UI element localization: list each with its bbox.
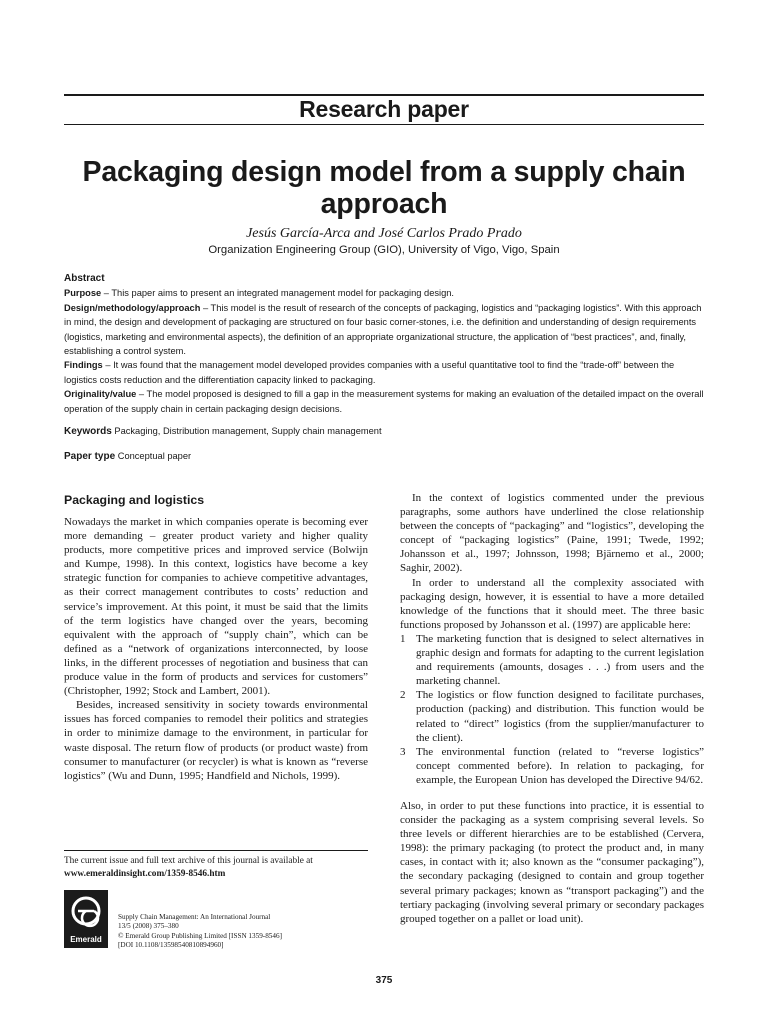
list-text: The environmental function (related to “reverse logistics” concept commented before). In relation to packaging, for example, the European Union has developed the Directive 94/62. [416,745,704,786]
keywords-text: Packaging, Distribution management, Supply chain management [111,426,382,436]
keywords [64,426,704,437]
list-item [400,745,704,787]
paragraph: In the context of logistics commented under the previous paragraphs, some authors have underlined the close relationship between the concepts of “packaging” and “logistics”, developing the concept of “packaging logistics” (Paine, 1991; Twede, 1992; Johansson et al., 1997; Johnsson, 1998; Bjärnemo et al., 2000; Saghir, 2002). [400,492,704,575]
list-number: 1 [400,632,406,645]
footnote-rule [64,850,368,851]
list-item [400,632,704,688]
issue-info: 13/5 (2008) 375–380 [118,922,179,931]
footnote [64,855,368,881]
page-number: 375 [375,975,393,986]
findings-label: Findings [64,360,103,371]
publication-info [118,913,368,951]
design-text: – This model is the result of research of the concepts of packaging, logistics and “packaging logistics”. With this approach in mind, the design and development of packaging are structured on four basic corner-stones, i.e. the definition and understanding of design requirements (logistics, marketing and environmental aspects), the definition of an appropriate organizational structure, the application of “best practices”, and, finally, establishing a control system. [64,302,702,357]
abstract-design [64,301,704,359]
affiliation: Organization Engineering Group (GIO), University of Vigo, Vigo, Spain [208,244,560,256]
paragraph: In order to understand all the complexity associated with packaging design, however, it is essential to have a more detailed knowledge of the functions that it should meet. The three basic functions proposed by Johansson et al. (1997) are applicable here: [400,576,704,631]
list-text: The marketing function that is designed to select alternatives in graphic design and formats for adapting to the current legislation and requirements (amounts, dosages . . .) from users and the marketing channel. [416,632,704,688]
paper-title: Packaging design model from a supply chain approach [82,156,686,220]
paragraph: Nowadays the market in which companies operate is becoming ever more demanding – greater product variety and higher quality products, more competitive prices and improved service (Bolwijn and Kumpe, 1998). In this context, logistics have become a key strategic function for companies to achieve competitive advantages, as their correct management contributes to costs’ reduction and service’s improvement. At this point, it must be said that the limits of the term logistics have changed over the years, becoming equivalent with the approach of “supply chain”, which can be defined as a “network of organizations interconnected, by loose links, in the different processes of negotiation and business that can produce value in the form of products and services for customers” (Christopher, 1992; Stock and Lambert, 2001). [64,516,368,698]
right-column [400,491,704,926]
abstract-originality [64,387,704,416]
emerald-logo [64,890,108,948]
abstract-findings [64,358,704,387]
purpose-label: Purpose [64,288,102,299]
abstract-purpose [64,286,704,300]
paper-type [64,451,704,462]
emerald-logo-icon [64,890,108,948]
paper-type-label: Paper type [64,451,116,462]
list-text: The logistics or flow function designed to facilitate purchases, production (packing) and distribution. This function would be related to “direct” logistics (from the supplier/manufacturer to the client). [416,689,704,744]
section-label: Research paper [299,96,469,122]
originality-label: Originality/value [64,389,137,400]
originality-text: – The model proposed is designed to fill a gap in the measurement systems for making an evaluation of the detailed impact on the overall operation of the supply chain in certain packaging design decisions. [64,389,704,414]
paper-type-text: Conceptual paper [115,451,192,461]
list-item [400,688,704,744]
authors: Jesús García-Arca and José Carlos Prado Prado [246,226,522,241]
journal-name: Supply Chain Management: An International Journal [118,913,271,921]
left-column [64,515,368,783]
abstract [64,272,704,416]
logo-text: Emerald [70,935,102,944]
section-heading: Packaging and logistics [64,493,205,507]
abstract-heading: Abstract [64,273,105,284]
doi: [DOI 10.1108/13598540810894960] [118,941,224,950]
top-rule-thin [64,124,704,125]
purpose-text: – This paper aims to present an integrated management model for packaging design. [101,288,455,299]
paragraph: Also, in order to put these functions into practice, it is essential to consider the packaging as a system comprising several levels. So three levels or different hierarchies are to be established (Cervera, 1998): the primary packaging (to protect the product and, in many cases, in contact with it; also known as the “consumer packaging”), the secondary packaging (designed to contain and group together several primary packages; known as “transport packaging”) and the tertiary packaging (involving several primary or secondary packages grouped together on a pallet or load unit). [400,799,704,925]
journal-url-link[interactable]: www.emeraldinsight.com/1359-8546.htm [64,869,226,879]
list-number: 3 [400,745,406,758]
list-number: 2 [400,689,406,702]
design-label: Design/methodology/approach [64,302,201,313]
publisher-info: © Emerald Group Publishing Limited [ISSN 1359-8546] [118,931,282,940]
keywords-label: Keywords [64,426,112,437]
numbered-list [400,632,704,787]
paragraph: Besides, increased sensitivity in society towards environmental issues has forced companies to remodel their politics and strategies in order to minimize damage to the environment, in particular for waste disposal. The return flow of products (or product waste) from consumer to manufacturer (or recycler) is what is known as “reverse logistics” (Wu and Dunn, 1995; Handfield and Nichols, 1999). [64,699,368,782]
findings-text: – It was found that the management model developed provides companies with a useful quantitative tool to find the “trade-off” between the logistics costs reduction and the differentiation capacity linked to packaging. [64,360,675,385]
footnote-line: The current issue and full text archive of this journal is available at [64,856,313,866]
